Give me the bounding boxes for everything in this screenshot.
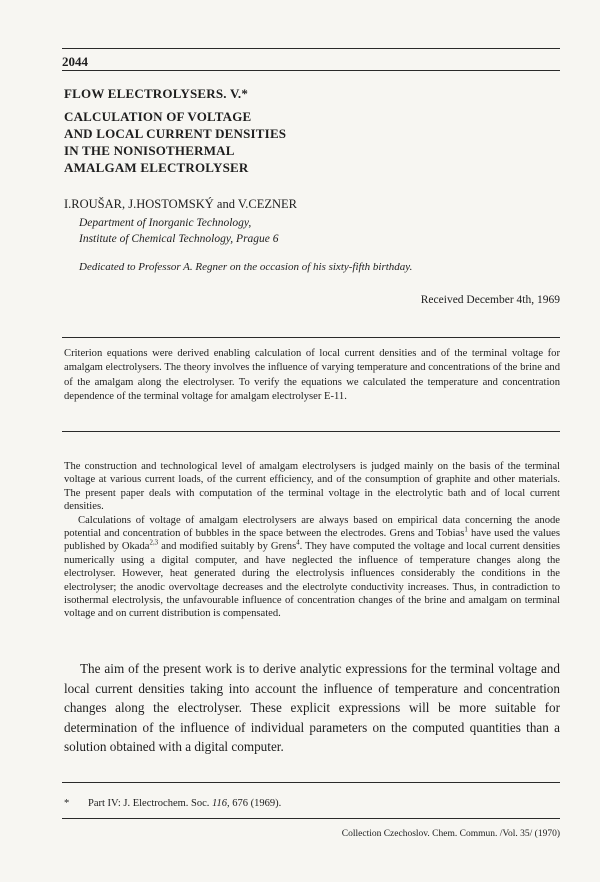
title-line: AND LOCAL CURRENT DENSITIES — [64, 126, 287, 141]
paragraph — [64, 514, 560, 621]
body-text — [64, 460, 560, 621]
affiliation — [79, 216, 279, 247]
header-rule-lower — [62, 70, 560, 71]
header-rule — [62, 48, 560, 49]
abstract: Criterion equations were derived enabling calculation of local current densities and of the terminal voltage for amalgam electrolysers. The theory involves the influence of varying temperature and concentrations of the brine and of the amalgam along the electrolyser. To verify the equations we calculated the temperature and concentration dependence of the terminal voltage for amalgam electrolyser E-11. — [64, 348, 560, 402]
dedication: Dedicated to Professor A. Regner on the occasion of his sixty-fifth birthday. — [79, 261, 413, 273]
paragraph-text: . They have computed the voltage and local current densities numerically using a digital computer, and have neglected the influence of temperature changes along the electrolyser. However, heat generated during the electrolysis influences considerably the conditions in the electrolyser; the anodic overvoltage decreases and the electrolyte conductivity increases. Thus, in contradiction to isothermal electrolysis, the unfavourable influence of concentration changes of the brine and amalgam on terminal voltage and on current distribution is compensated. — [64, 541, 560, 620]
title-line: IN THE NONISOTHERMAL — [64, 143, 235, 158]
citation-ref[interactable]: 4 — [296, 539, 300, 547]
footnote-mark: * — [64, 798, 70, 809]
citation-ref[interactable]: 1 — [464, 526, 468, 534]
footnote-text: Part IV: J. Electrochem. Soc. — [88, 798, 213, 809]
paragraph: The construction and technological level of amalgam electrolysers is judged mainly on the basis of the terminal voltage at various current loads, of the current efficiency, and of the consumption of graphite and other materials. The present paper deals with computation of the terminal voltage in the electrolytic bath and of local current densities. — [64, 461, 560, 513]
journal-citation: Collection Czechoslov. Chem. Commun. /Vol. 35/ (1970) — [341, 829, 560, 839]
footnote-text: 676 (1969). — [229, 798, 282, 809]
series-title: FLOW ELECTROLYSERS. V.* — [64, 86, 249, 101]
affiliation-line: Department of Inorganic Technology, — [79, 217, 252, 229]
title-line: AMALGAM ELECTROLYSER — [64, 160, 249, 175]
received-date: Received December 4th, 1969 — [420, 294, 560, 306]
footnote-volume: 116, — [212, 798, 230, 809]
article-title — [64, 108, 286, 176]
abstract-bottom-rule — [62, 431, 560, 432]
paragraph-text: have used the values published by Okada — [64, 528, 560, 553]
affiliation-line: Institute of Chemical Technology, Prague 6 — [79, 232, 279, 245]
paragraph-text: and modified suitably by Grens — [158, 541, 297, 553]
paragraph-large: The aim of the present work is to derive analytic expressions for the terminal voltage and local current densities taking into account the influence of temperature and concentration changes along the electrolyser. These explicit expressions will be more suitable for determination of the influence of individual parameters on the computed quantities than a solution obtained with a digital computer. — [64, 661, 560, 755]
footer-rule — [62, 818, 560, 819]
footnote-rule — [62, 782, 560, 783]
citation-ref[interactable]: 2,3 — [149, 539, 159, 547]
page-number: 2044 — [62, 54, 88, 69]
footnote — [64, 798, 281, 809]
authors: I.ROUŠAR, J.HOSTOMSKÝ and V.CEZNER — [64, 197, 298, 211]
paragraph-text: Calculations of voltage of amalgam electrolysers are always based on empirical data concerning the anode potential and concentration of bubbles in the space between the electrodes. Grens and Tobias — [64, 514, 560, 540]
title-line: CALCULATION OF VOLTAGE — [64, 109, 252, 124]
abstract-top-rule — [62, 337, 560, 338]
